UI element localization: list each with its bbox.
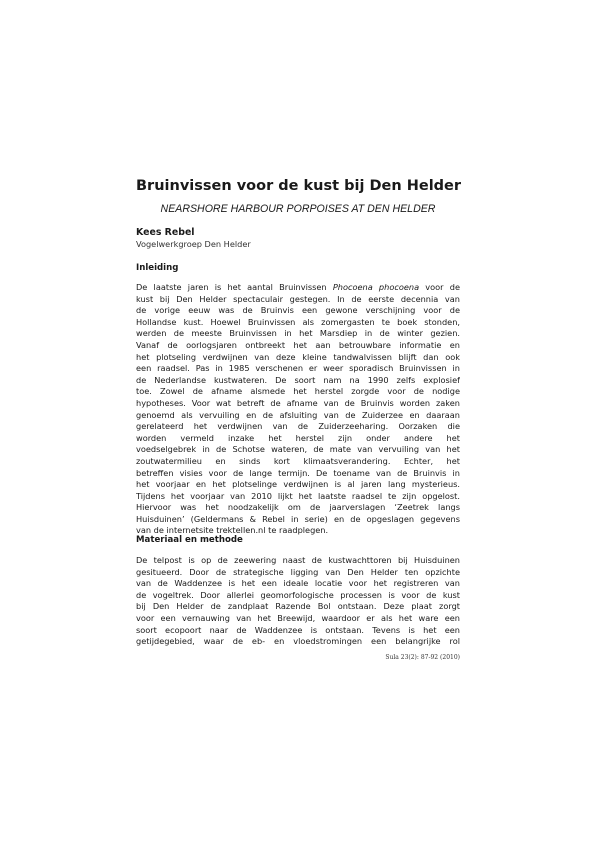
text-line: Hollandse kust. Hoewel Bruinvissen als zomergasten te boek stonden, [136, 316, 460, 327]
text-line: voor een vernauwing van het Breewijd, waardoor er als het ware een [136, 612, 460, 623]
text-line: Huisduinen’ (Geldermans & Rebel in serie) en de opgeslagen gegevens [136, 513, 460, 524]
text-line: Hiervoor was het noodzakelijk om de jaarverslagen ‘Zeetrek langs [136, 502, 460, 513]
article-title: Bruinvissen voor de kust bij Den Helder [136, 178, 462, 194]
text-line: van de internetsite trektellen.nl te raadplegen. [136, 525, 329, 536]
text-line: de vorige eeuw was de Bruinvis een gewone verschijning voor de [136, 305, 460, 316]
article-subtitle: NEARSHORE HARBOUR PORPOISES AT DEN HELDER [160, 203, 436, 215]
text-line: werden de meeste Bruinvissen in het Marsdiep in de winter gezien. [136, 328, 460, 339]
text-line: gesitueerd. Door de strategische ligging van Den Helder ten opzichte [136, 566, 460, 577]
text-line: van de Waddenzee is het een ideale locatie voor het registreren van [136, 578, 460, 589]
species-name: Phocoena phocoena [332, 282, 420, 292]
text-line: hypotheses. Voor wat betreft de afname van de Bruinvis worden zaken [136, 397, 460, 408]
text-line: soort ecopoort naar de Waddenzee is ontstaan. Tevens is het een [136, 624, 460, 635]
text-line: gerelateerd het verdwijnen van de Zuiderzeeharing. Oorzaken die [136, 421, 460, 432]
author-affiliation: Vogelwerkgroep Den Helder [136, 239, 251, 249]
text-line: De telpost is op de zeewering naast de kustwachttoren bij Huisduinen [136, 555, 460, 565]
text-line: de Nederlandse kustwateren. De soort nam na 1990 zelfs explosief [136, 374, 460, 385]
section-body-inleiding [136, 282, 460, 537]
text-line: getijdegebied, waar de eb- en vloedstromingen een belangrijke rol [136, 636, 460, 647]
text-line: voedselgebrek in de Schotse wateren, de mate van vervuiling van het [136, 444, 460, 455]
text-line: Vanaf de oorlogsjaren ontbreekt het aan betrouwbare informatie en [136, 339, 460, 350]
text-line: zoutwatermilieu en sinds kort klimaatsverandering. Echter, het [136, 455, 460, 466]
text-line: kust bij Den Helder spectaculair gestegen. In de eerste decennia van [136, 293, 460, 304]
text-line: bij Den Helder de zandplaat Razende Bol ontstaan. Deze plaat zorgt [136, 601, 460, 612]
author-name: Kees Rebel [136, 227, 195, 238]
text-line: genoemd als vervuiling en de afsluiting van de Zuiderzee en daaraan [136, 409, 460, 420]
section-body-materiaal-en-methode [136, 555, 460, 648]
text-line: worden vermeld inzake het herstel zijn onder andere het [136, 432, 460, 443]
text-line: een raadsel. Pas in 1985 verschenen er weer sporadisch Bruinvissen in [136, 363, 460, 374]
text-line: het plotseling verdwijnen van deze kleine tandwalvissen blijft dan ook [136, 351, 460, 362]
text-line: De laatste jaren is het aantal Bruinvissen Phocoena phocoena voor de [136, 282, 460, 292]
section-heading-inleiding: Inleiding [136, 263, 179, 273]
section-heading-materiaal-en-methode: Materiaal en methode [136, 535, 243, 545]
text-line: het voorjaar en het plotselinge verdwijnen is al jaren lang mysterieus. [136, 479, 460, 490]
text-line: de vogeltrek. Door allerlei geomorfologische processen is voor de kust [136, 589, 460, 600]
text-line: Tijdens het voorjaar van 2010 lijkt het laatste raadsel te zijn opgelost. [136, 490, 460, 501]
journal-citation: Sula 23(2): 87-92 (2010) [385, 654, 460, 661]
text-line: betreffen visies voor de lange termijn. De toename van de Bruinvis in [136, 467, 460, 478]
text-line: toe. Zowel de afname alsmede het herstel zorgde voor de nodige [136, 386, 460, 397]
